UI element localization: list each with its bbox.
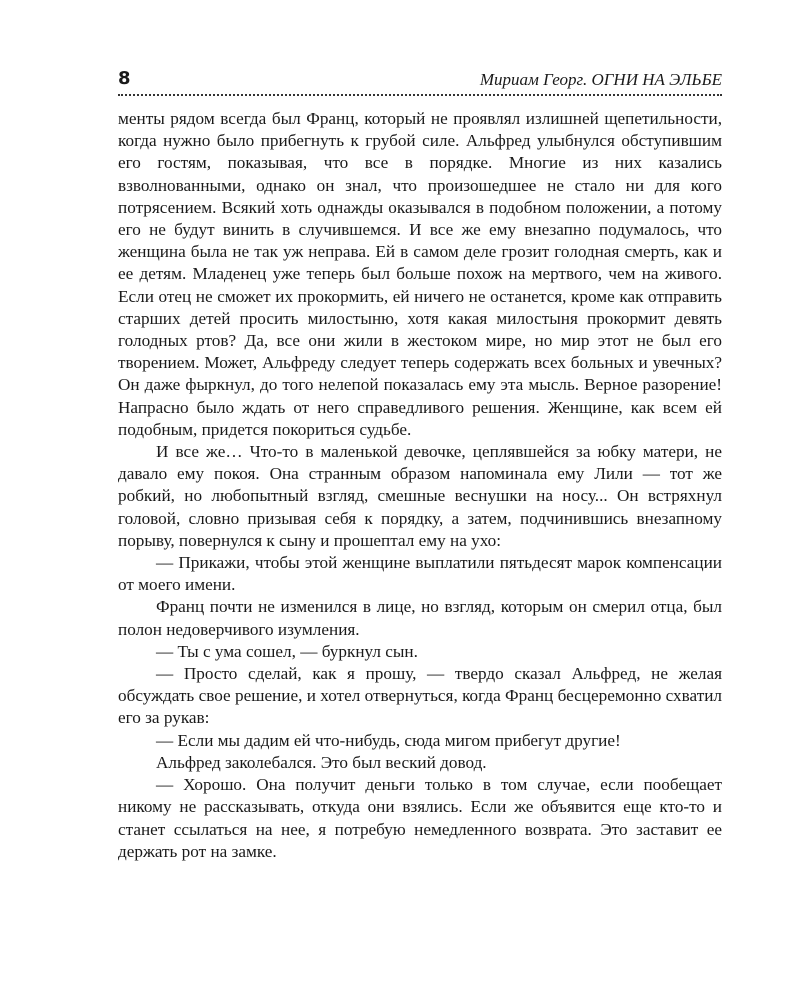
paragraph-2: И все же… Что-то в маленькой девочке, цеплявшейся за юбку матери, не давало ему покоя. Она странным образом напоминала ему Лили — тот же робкий, но любопытный взгляд, смешные веснушки на носу... Он встряхнул головой, словно призывая себя к порядку, а затем, подчинившись внезапному порыву, повернулся к сыну и прошептал ему на ухо: [118, 442, 722, 550]
body-text [118, 108, 722, 863]
paragraph-9: — Хорошо. Она получит деньги только в том случае, если пообещает никому не рассказывать, откуда они взялись. Если же объявится еще кто-то и станет ссылаться на нее, я потребую немедленного возврата. Это заставит ее держать рот на замке. [118, 775, 722, 861]
paragraph-4: Франц почти не изменился в лице, но взгляд, которым он смерил отца, был полон недоверчивого изумления. [118, 597, 722, 639]
page-number: 8 [118, 68, 132, 89]
paragraph-1: менты рядом всегда был Франц, который не проявлял излишней щепетильности, когда нужно было прибегнуть к грубой силе. Альфред улыбнулся обступившим его гостям, показывая, что все в порядке. Многие из них казались взволнованными, однако он знал, что произошедшее не стало ни для кого потрясением. Всякий хоть однажды оказывался в подобном положении, а потому его не будут винить в случившемся. И все же ему внезапно подумалось, что женщина была не так уж неправа. Ей в самом деле грозит голодная смерть, как и ее детям. Младенец уже теперь был больше похож на мертвого, чем на живого. Если отец не сможет их прокормить, ей ничего не останется, кроме как отправить старших детей просить милостыню, хотя какая милостыня прокормит девять голодных ртов? Да, все они жили в жестоком мире, но мир этот не был его творением. Может, Альфреду следует теперь содержать всех больных и увечных? Он даже фыркнул, до того нелепой показалась ему эта мысль. Верное разорение! Напрасно было ждать от него справедливого решения. Женщине, как всем ей подобным, придется покориться судьбе. [118, 109, 722, 439]
paragraph-3: — Прикажи, чтобы этой женщине выплатили пятьдесят марок компенсации от моего имени. [118, 553, 722, 595]
running-header [118, 64, 722, 96]
paragraph-6: — Просто сделай, как я прошу, — твердо сказал Альфред, не желая обсуждать свое решение, и хотел отвернуться, когда Франц бесцеремонно схватил его за рукав: [118, 664, 722, 728]
paragraph-8: Альфред заколебался. Это был веский довод. [156, 752, 487, 772]
paragraph-5: — Ты с ума сошел, — буркнул сын. [156, 641, 418, 661]
paragraph-7: — Если мы дадим ей что-нибудь, сюда мигом прибегут другие! [156, 730, 621, 750]
book-page [118, 64, 722, 863]
header-title: Мириам Георг. ОГНИ НА ЭЛЬБЕ [479, 70, 722, 89]
